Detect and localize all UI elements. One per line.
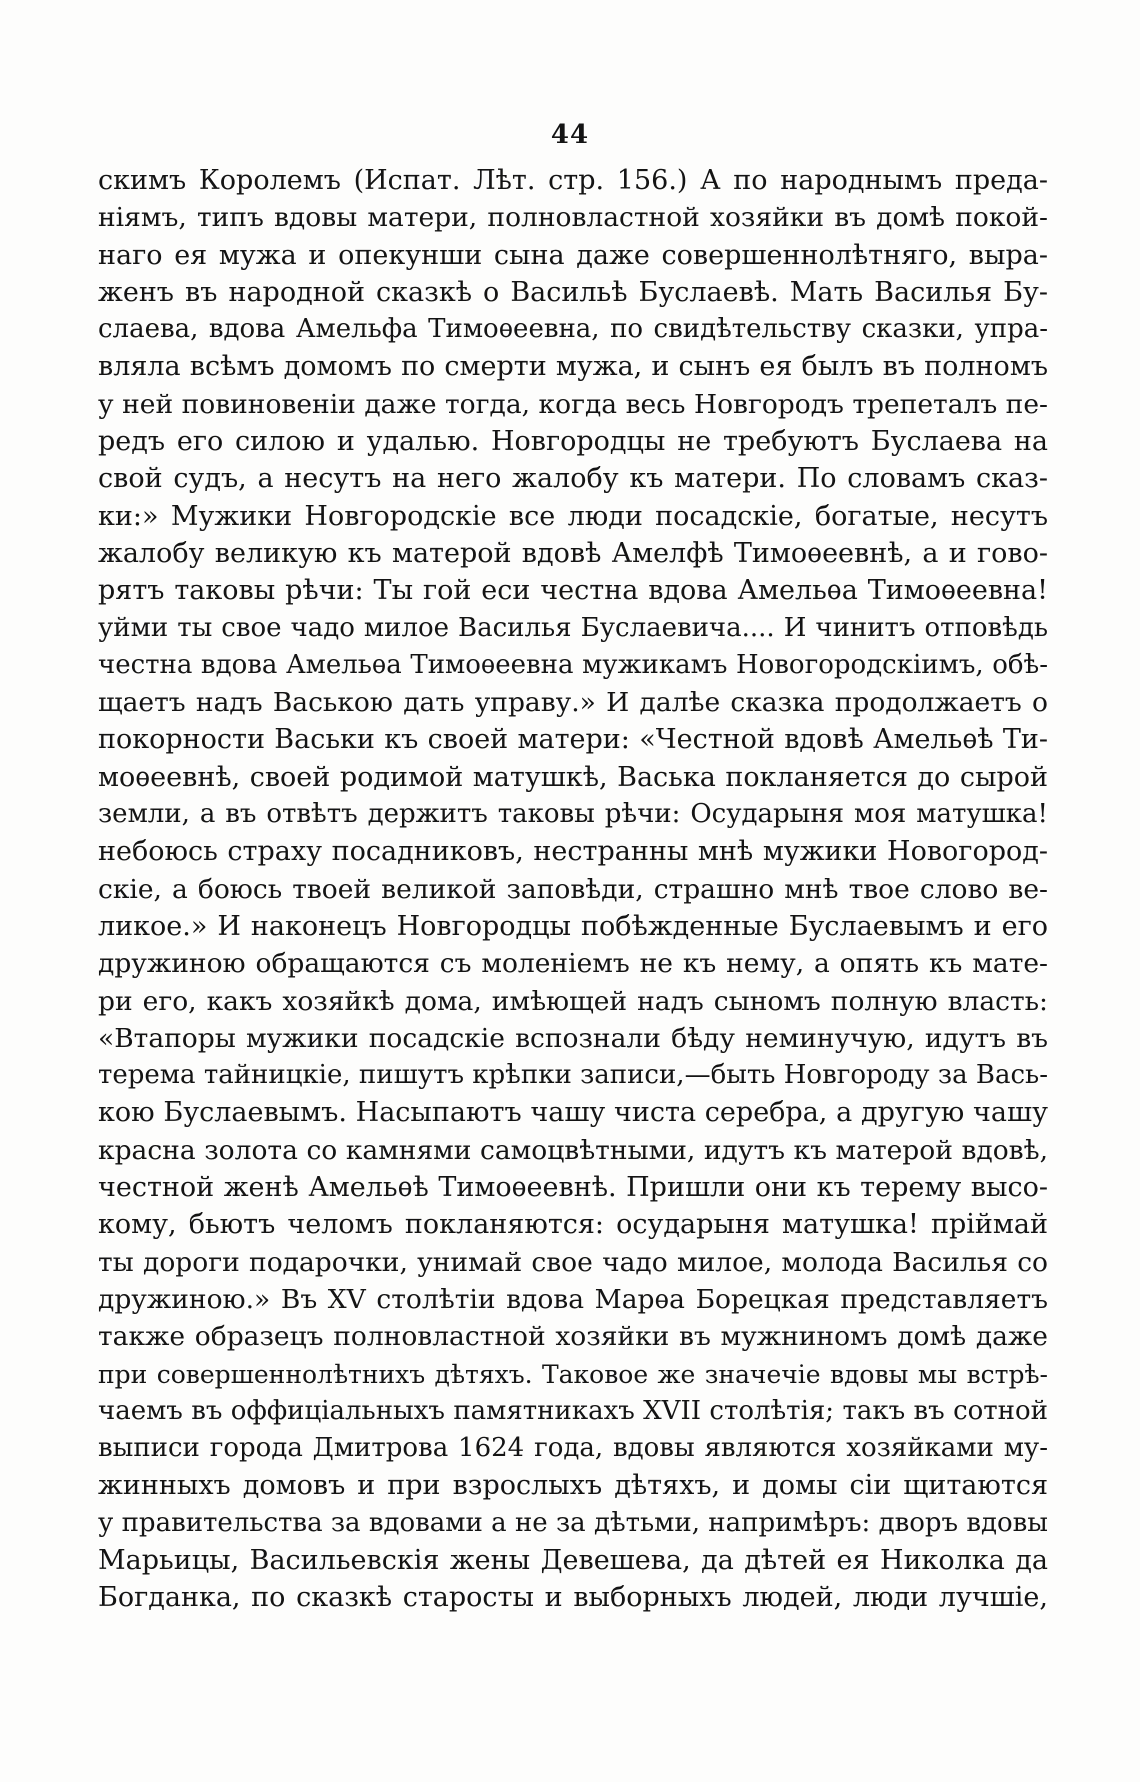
text-line: Марьицы, Васильевскія жены Девешева, да дѣтей ея Николка да bbox=[98, 1544, 1048, 1576]
text-line: чаемъ въ оффиціальныхъ памятникахъ XVII столѣтія; такъ въ сотной bbox=[98, 1395, 1048, 1426]
text-line: «Втапоры мужики посадскіе вспознали бѣду неминучую, идутъ въ bbox=[98, 1022, 1048, 1054]
text-line: щаетъ надъ Ваською дать управу.» И далѣе сказка продолжаетъ о bbox=[98, 687, 1048, 719]
text-line: слаева, вдова Амельфа Тимоѳеевна, по свидѣтельству сказки, упра- bbox=[98, 314, 1048, 345]
text-line: земли, а въ отвѣтъ держитъ таковы рѣчи: Осударыня моя матушка! bbox=[98, 799, 1048, 830]
text-line: вляла всѣмъ домомъ по смерти мужа, и сынъ ея былъ въ полномъ bbox=[98, 351, 1048, 383]
text-line: также образецъ полновластной хозяйки въ мужниномъ домѣ даже bbox=[98, 1321, 1048, 1353]
text-line: свой судъ, а несутъ на него жалобу къ матери. По словамъ сказ- bbox=[98, 463, 1048, 495]
text-line: скіе, а боюсь твоей великой заповѣди, страшно мнѣ твое слово ве- bbox=[98, 873, 1048, 905]
text-line: у ней повиновеніи даже тогда, когда весь Новгородъ трепеталъ пе- bbox=[98, 388, 1048, 420]
text-line: красна золота со камнями самоцвѣтными, идутъ къ матерой вдовѣ, bbox=[98, 1134, 1048, 1166]
text-line: дружиною.» Въ XV столѣтіи вдова Марѳа Борецкая представляетъ bbox=[98, 1283, 1048, 1315]
text-line: дружиною обращаются съ моленіемъ не къ нему, а опять къ мате- bbox=[98, 948, 1048, 980]
text-line: редъ его силою и удалью. Новгородцы не требуютъ Буслаева на bbox=[98, 426, 1048, 458]
text-line: рятъ таковы рѣчи: Ты гой еси честна вдова Амельѳа Тимоѳеевна! bbox=[98, 575, 1048, 607]
text-line: жалобу великую къ матерой вдовѣ Амелфѣ Тимоѳеевнѣ, а и гово- bbox=[98, 537, 1048, 569]
text-line: скимъ Королемъ (Испат. Лѣт. стр. 156.) А по народнымъ преда- bbox=[98, 165, 1048, 196]
text-line: честна вдова Амельѳа Тимоѳеевна мужикамъ Новогородскіимъ, обѣ- bbox=[98, 649, 1048, 680]
text-line: покорности Васьки къ своей матери: «Честной вдовѣ Амельѳѣ Ти- bbox=[98, 724, 1048, 756]
text-line: честной женѣ Амельѳѣ Тимоѳеевнѣ. Пришли они къ терему высо- bbox=[98, 1172, 1048, 1204]
text-line: ніямъ, типъ вдовы матери, полновластной хозяйки въ домѣ покой- bbox=[98, 202, 1048, 234]
text-line: небоюсь страху посадниковъ, нестранны мнѣ мужики Новогород- bbox=[98, 836, 1048, 868]
text-line: ри его, какъ хозяйкѣ дома, имѣющей надъ сыномъ полную власть: bbox=[98, 985, 1048, 1017]
text-line: наго ея мужа и опекунши сына даже совершеннолѣтняго, выра- bbox=[98, 239, 1048, 271]
text-line: кою Буслаевымъ. Насыпаютъ чашу чиста серебра, а другую чашу bbox=[98, 1097, 1048, 1129]
text-line: при совершеннолѣтнихъ дѣтяхъ. Таковое же значечіе вдовы мы встрѣ- bbox=[98, 1359, 1048, 1389]
text-line: у правительства за вдовами а не за дѣтьми, напримѣръ: дворъ вдовы bbox=[98, 1507, 1048, 1538]
text-line: ки:» Мужики Новгородскіе все люди посадскіе, богатые, несутъ bbox=[98, 500, 1048, 532]
text-line: ликое.» И наконецъ Новгородцы побѣжденные Буслаевымъ и его bbox=[98, 910, 1048, 942]
text-line: уйми ты свое чадо милое Василья Буслаевича.... И чинитъ отповѣдь bbox=[98, 612, 1048, 643]
text-line: Богданка, по сказкѣ старосты и выборныхъ людей, люди лучшіе, bbox=[98, 1582, 1048, 1614]
text-line: женъ въ народной сказкѣ о Васильѣ Буслаевѣ. Мать Василья Бу- bbox=[98, 276, 1048, 308]
text-line: кому, бьютъ челомъ покланяются: осударыня матушка! пріймай bbox=[98, 1209, 1048, 1241]
text-line: терема тайницкіе, пишутъ крѣпки записи,—быть Новгороду за Вась- bbox=[98, 1060, 1048, 1091]
page-number: 44 bbox=[550, 120, 590, 150]
body-text bbox=[98, 162, 1048, 1617]
text-line: жинныхъ домовъ и при взрослыхъ дѣтяхъ, и домы сіи щитаются bbox=[98, 1470, 1048, 1502]
text-line: выписи города Дмитрова 1624 года, вдовы являются хозяйками му- bbox=[98, 1433, 1048, 1464]
text-line: ты дороги подарочки, унимай свое чадо милое, молода Василья со bbox=[98, 1246, 1048, 1278]
text-line: моѳеевнѣ, своей родимой матушкѣ, Васька покланяется до сырой bbox=[98, 761, 1048, 793]
